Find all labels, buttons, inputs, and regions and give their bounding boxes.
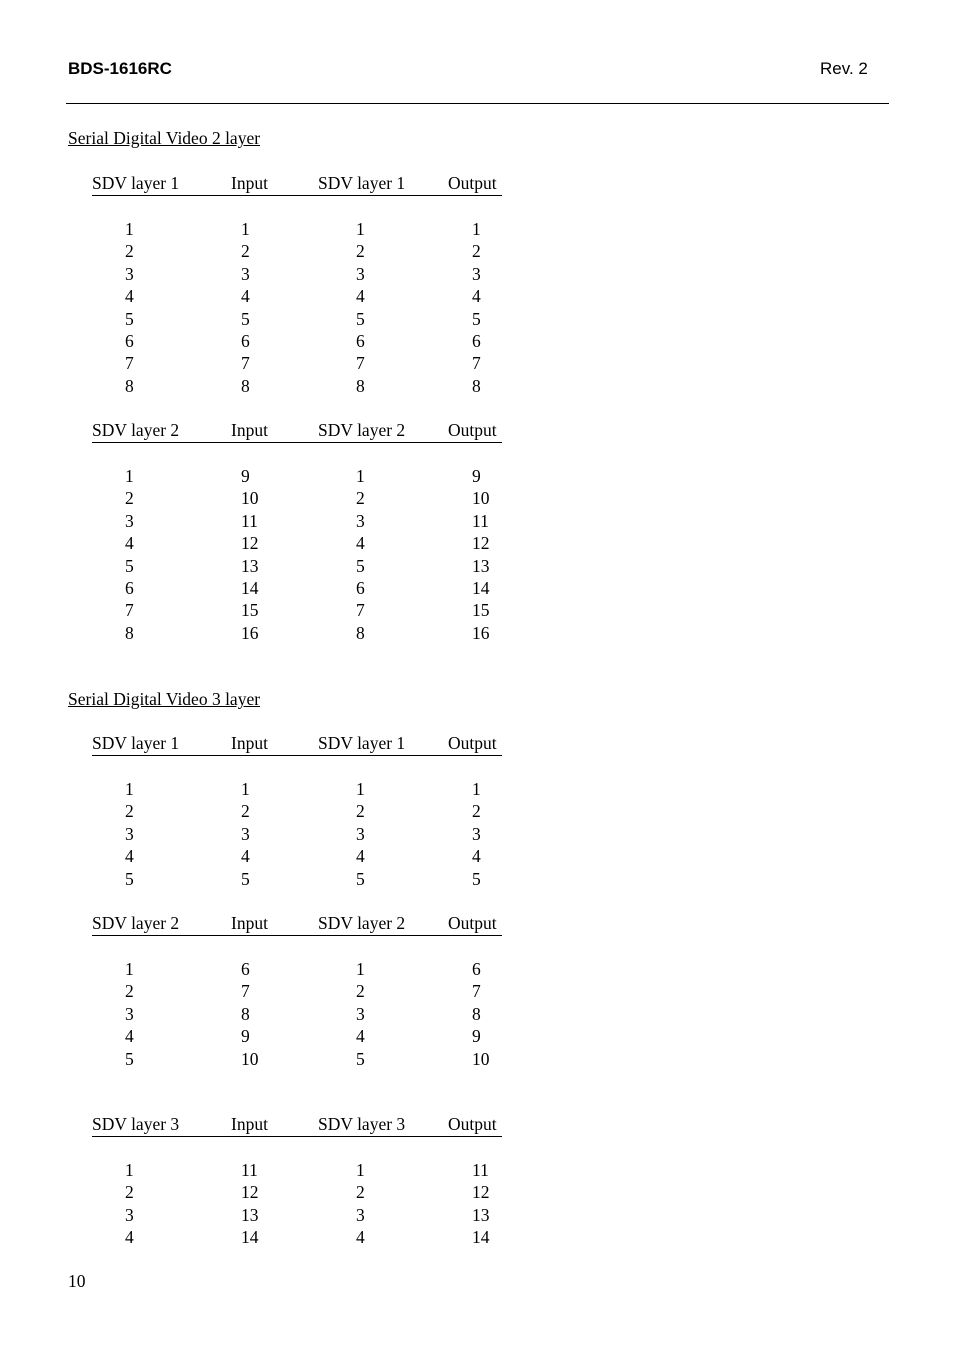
table-cell: 4 [356, 533, 365, 554]
table-cell: 2 [472, 241, 481, 262]
table-cell: 8 [241, 1003, 250, 1024]
table-cell: 12 [472, 1182, 490, 1203]
table-cell: 4 [125, 1227, 134, 1248]
column-header: SDV layer 1 [318, 173, 406, 193]
table-cell: 3 [241, 263, 250, 284]
column-header: Output [448, 913, 497, 933]
table-row [92, 510, 502, 532]
mapping-table [92, 733, 502, 890]
table-row [92, 1025, 502, 1047]
table-cell: 4 [472, 846, 481, 867]
column-header: Input [231, 173, 268, 193]
table-cell: 2 [356, 1182, 365, 1203]
column-header: Input [231, 420, 268, 440]
table-cell: 5 [241, 308, 250, 329]
table-cell: 14 [241, 1227, 259, 1248]
table-row [92, 263, 502, 285]
table-cell: 4 [356, 1227, 365, 1248]
table-cell: 2 [356, 241, 365, 262]
table-cell: 2 [125, 241, 134, 262]
table-row [92, 352, 502, 374]
table-cell: 8 [125, 375, 134, 396]
table-cell: 1 [356, 466, 365, 486]
section-title-sdv-3-layer: Serial Digital Video 3 layer [68, 689, 261, 709]
table-cell: 7 [241, 981, 250, 1002]
table-cell: 4 [356, 286, 365, 307]
table-cell: 6 [472, 959, 481, 979]
table-cell: 8 [241, 375, 250, 396]
table-cell: 10 [241, 1048, 259, 1069]
table-cell: 9 [241, 466, 250, 486]
column-header: SDV layer 3 [318, 1114, 406, 1134]
table-cell: 1 [356, 779, 365, 799]
table-cell: 9 [472, 466, 481, 486]
table-row [92, 330, 502, 352]
mapping-table [92, 420, 502, 644]
table-row [92, 1204, 502, 1226]
table-cell: 5 [125, 308, 134, 329]
table-cell: 1 [125, 959, 134, 979]
table-cell: 15 [472, 600, 490, 621]
table-cell: 8 [472, 1003, 481, 1024]
table-cell: 3 [356, 510, 365, 531]
table-cell: 6 [241, 330, 250, 351]
column-header: SDV layer 1 [92, 733, 180, 753]
table-cell: 5 [125, 868, 134, 889]
table-cell: 3 [125, 263, 134, 284]
table-cell: 3 [356, 823, 365, 844]
table-header-row [92, 1114, 502, 1137]
table-header-row [92, 420, 502, 443]
table-cell: 2 [125, 1182, 134, 1203]
table-cell: 2 [241, 801, 250, 822]
table-row [92, 868, 502, 890]
table-cell: 1 [472, 219, 481, 239]
table-cell: 3 [125, 1003, 134, 1024]
table-cell: 2 [356, 801, 365, 822]
table-cell: 1 [125, 779, 134, 799]
table-cell: 4 [125, 286, 134, 307]
table-cell: 12 [241, 533, 259, 554]
table-row [92, 218, 502, 240]
column-header: Input [231, 913, 268, 933]
table-cell: 1 [356, 959, 365, 979]
table-cell: 4 [241, 286, 250, 307]
table-cell: 5 [356, 1048, 365, 1069]
table-cell: 5 [125, 555, 134, 576]
table-row [92, 532, 502, 554]
table-cell: 16 [241, 622, 259, 643]
table-cell: 10 [472, 1048, 490, 1069]
table-row [92, 375, 502, 397]
table-cell: 3 [356, 263, 365, 284]
column-header: SDV layer 3 [92, 1114, 180, 1134]
table-cell: 10 [472, 488, 490, 509]
mapping-table [92, 913, 502, 1070]
table-row [92, 800, 502, 822]
table-cell: 1 [356, 1160, 365, 1180]
table-cell: 3 [125, 510, 134, 531]
table-row [92, 1181, 502, 1203]
table-cell: 7 [125, 353, 134, 374]
table-row [92, 599, 502, 621]
table-cell: 1 [125, 219, 134, 239]
table-cell: 3 [356, 1003, 365, 1024]
table-cell: 11 [472, 510, 489, 531]
table-row [92, 1003, 502, 1025]
table-cell: 8 [356, 622, 365, 643]
table-cell: 5 [472, 308, 481, 329]
table-cell: 2 [356, 488, 365, 509]
column-header: SDV layer 2 [318, 913, 406, 933]
table-cell: 1 [241, 219, 250, 239]
column-header: SDV layer 1 [92, 173, 180, 193]
table-cell: 5 [356, 555, 365, 576]
table-header-row [92, 173, 502, 196]
table-cell: 3 [125, 823, 134, 844]
table-cell: 6 [125, 330, 134, 351]
table-cell: 8 [356, 375, 365, 396]
table-cell: 2 [125, 488, 134, 509]
table-row [92, 240, 502, 262]
table-cell: 16 [472, 622, 490, 643]
table-cell: 8 [472, 375, 481, 396]
table-cell: 11 [241, 1160, 258, 1180]
page-header-revision: Rev. 2 [820, 59, 868, 78]
table-cell: 6 [125, 577, 134, 598]
table-row [92, 465, 502, 487]
table-cell: 7 [356, 353, 365, 374]
column-header: Input [231, 733, 268, 753]
table-cell: 6 [356, 577, 365, 598]
table-cell: 5 [125, 1048, 134, 1069]
table-cell: 1 [125, 1160, 134, 1180]
table-cell: 3 [472, 263, 481, 284]
table-cell: 4 [356, 1026, 365, 1047]
table-cell: 14 [472, 577, 490, 598]
table-cell: 8 [125, 622, 134, 643]
table-cell: 1 [241, 779, 250, 799]
column-header: Output [448, 1114, 497, 1134]
table-row [92, 1226, 502, 1248]
table-cell: 4 [472, 286, 481, 307]
table-cell: 2 [125, 801, 134, 822]
table-cell: 5 [356, 308, 365, 329]
table-cell: 9 [472, 1026, 481, 1047]
table-cell: 7 [472, 981, 481, 1002]
table-cell: 5 [356, 868, 365, 889]
table-cell: 6 [356, 330, 365, 351]
table-cell: 13 [472, 555, 490, 576]
table-cell: 2 [241, 241, 250, 262]
table-row [92, 1048, 502, 1070]
page-header-model: BDS-1616RC [68, 59, 172, 78]
table-row [92, 487, 502, 509]
table-cell: 7 [356, 600, 365, 621]
table-cell: 13 [241, 1204, 259, 1225]
table-cell: 3 [241, 823, 250, 844]
table-row [92, 823, 502, 845]
table-cell: 1 [356, 219, 365, 239]
table-row [92, 577, 502, 599]
table-cell: 4 [125, 533, 134, 554]
table-cell: 3 [472, 823, 481, 844]
table-cell: 5 [241, 868, 250, 889]
table-cell: 4 [125, 1026, 134, 1047]
column-header: SDV layer 2 [92, 913, 180, 933]
table-cell: 15 [241, 600, 259, 621]
column-header: SDV layer 1 [318, 733, 406, 753]
column-header: SDV layer 2 [92, 420, 180, 440]
table-header-row [92, 913, 502, 936]
table-cell: 3 [125, 1204, 134, 1225]
column-header: Output [448, 420, 497, 440]
table-cell: 6 [472, 330, 481, 351]
table-cell: 1 [472, 779, 481, 799]
column-header: Input [231, 1114, 268, 1134]
table-cell: 11 [241, 510, 258, 531]
table-cell: 13 [241, 555, 259, 576]
column-header: SDV layer 2 [318, 420, 406, 440]
table-row [92, 958, 502, 980]
table-cell: 7 [472, 353, 481, 374]
table-cell: 12 [472, 533, 490, 554]
table-cell: 5 [472, 868, 481, 889]
header-divider [66, 103, 889, 104]
table-cell: 7 [241, 353, 250, 374]
table-row [92, 980, 502, 1002]
table-cell: 14 [241, 577, 259, 598]
table-row [92, 285, 502, 307]
table-cell: 4 [356, 846, 365, 867]
table-cell: 9 [241, 1026, 250, 1047]
table-row [92, 778, 502, 800]
table-cell: 1 [125, 466, 134, 486]
table-cell: 12 [241, 1182, 259, 1203]
table-row [92, 622, 502, 644]
table-row [92, 845, 502, 867]
table-row [92, 1159, 502, 1181]
table-cell: 2 [472, 801, 481, 822]
section-title-sdv-2-layer: Serial Digital Video 2 layer [68, 128, 261, 148]
table-cell: 14 [472, 1227, 490, 1248]
table-cell: 7 [125, 600, 134, 621]
mapping-table [92, 173, 502, 397]
table-cell: 6 [241, 959, 250, 979]
table-cell: 4 [125, 846, 134, 867]
table-cell: 11 [472, 1160, 489, 1180]
table-row [92, 555, 502, 577]
table-cell: 2 [356, 981, 365, 1002]
column-header: Output [448, 173, 497, 193]
table-cell: 4 [241, 846, 250, 867]
page-number: 10 [68, 1271, 86, 1291]
column-header: Output [448, 733, 497, 753]
table-cell: 13 [472, 1204, 490, 1225]
table-row [92, 308, 502, 330]
table-cell: 10 [241, 488, 259, 509]
table-header-row [92, 733, 502, 756]
mapping-table [92, 1114, 502, 1249]
table-cell: 3 [356, 1204, 365, 1225]
table-cell: 2 [125, 981, 134, 1002]
